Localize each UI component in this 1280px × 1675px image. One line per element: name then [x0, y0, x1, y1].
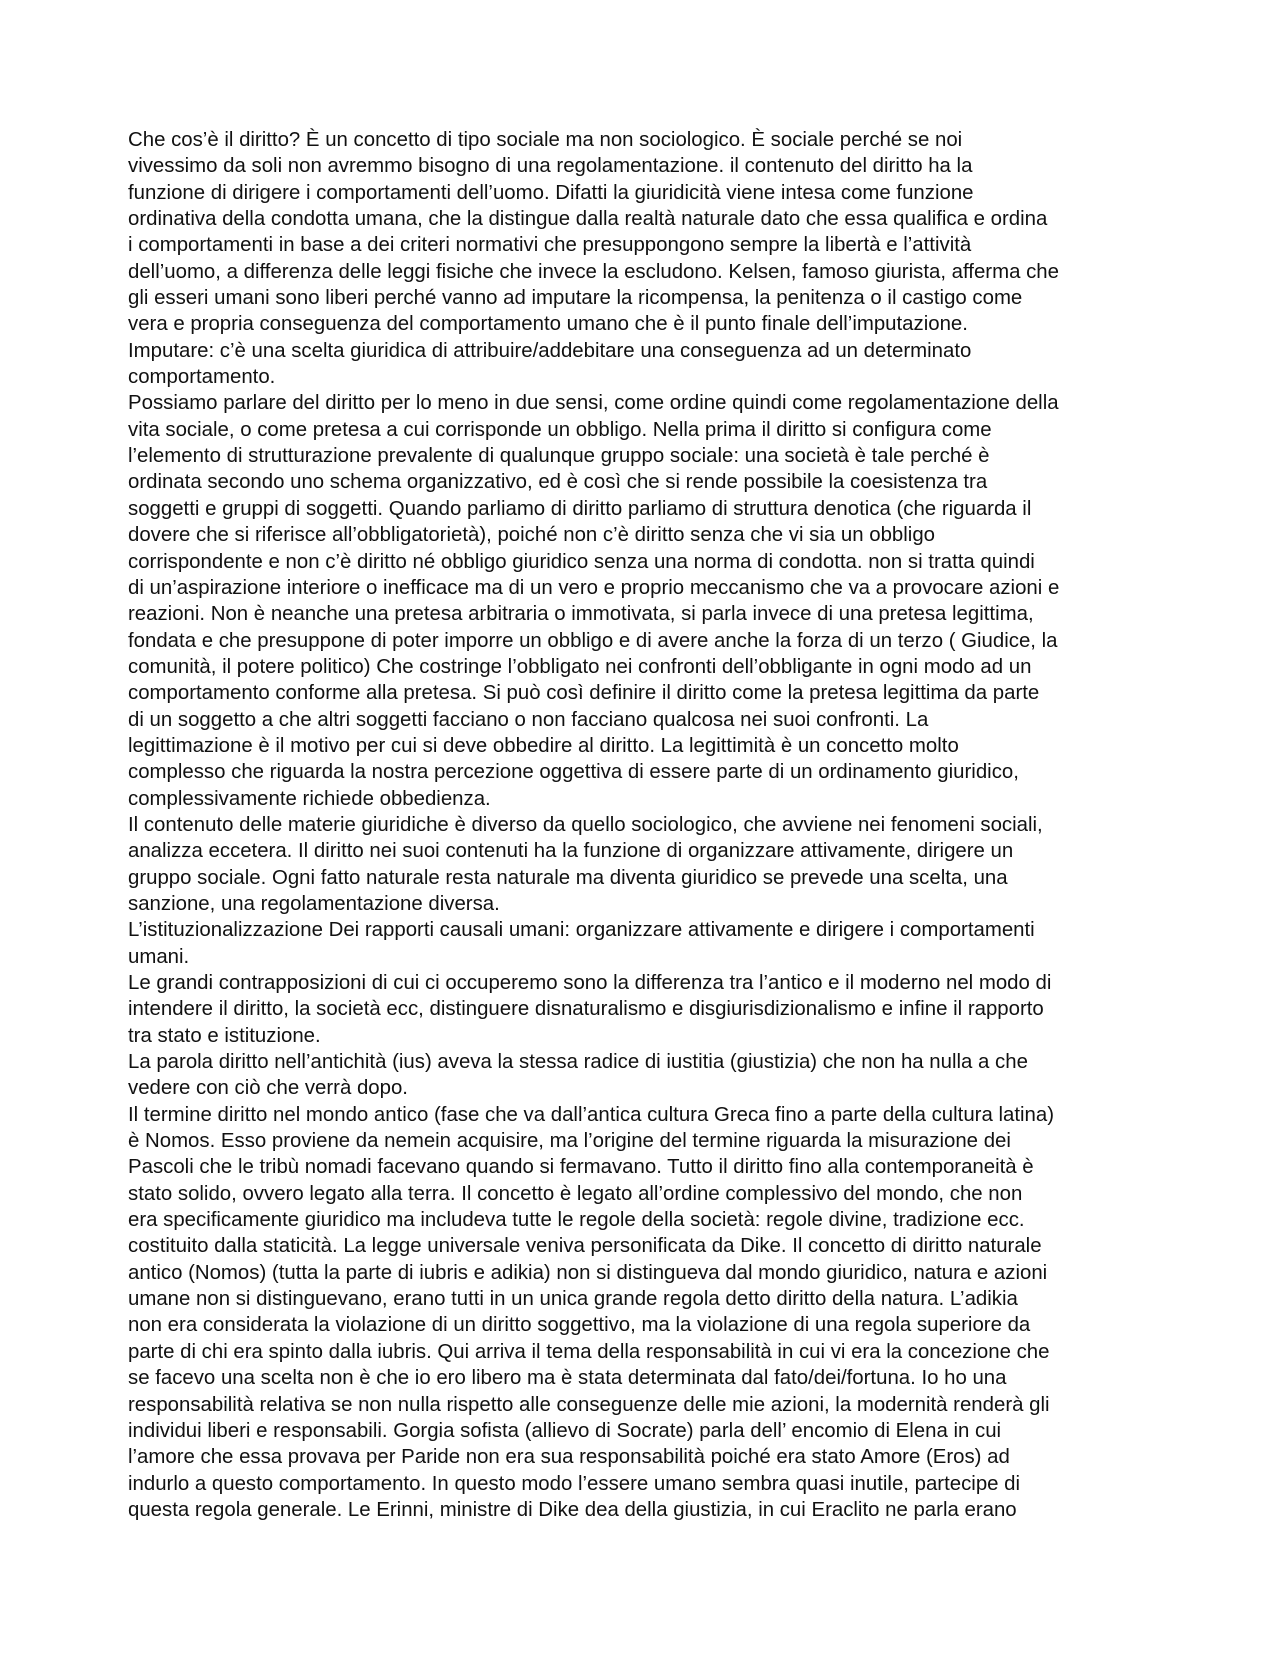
text-line: costituito dalla staticità. La legge universale veniva personificata da Dike. Il concetto di diritto naturale	[128, 1235, 1042, 1258]
text-line: Che cos’è il diritto? È un concetto di tipo sociale ma non sociologico. È sociale perché se noi	[128, 129, 963, 151]
text-line: reazioni. Non è neanche una pretesa arbitraria o immotivata, si parla invece di una pretesa legittima,	[128, 603, 1034, 626]
text-line: gli esseri umani sono liberi perché vanno ad imputare la ricompensa, la penitenza o il castigo come	[128, 287, 1023, 310]
text-line: questa regola generale. Le Erinni, ministre di Dike dea della giustizia, in cui Eraclito ne parla erano	[128, 1498, 1017, 1521]
text-line: funzione di dirigere i comportamenti dell’uomo. Difatti la giuridicità viene intesa come funzione	[128, 181, 974, 204]
text-line: fondata e che presuppone di poter imporre un obbligo e di avere anche la forza di un terzo ( Giudice, la	[128, 629, 1058, 652]
text-line: Il termine diritto nel mondo antico (fase che va dall’antica cultura Greca fino a parte della cultura latina)	[128, 1103, 1054, 1126]
text-line: di un soggetto a che altri soggetti facciano o non facciano qualcosa nei suoi confronti. La	[128, 708, 929, 731]
text-line: tra stato e istituzione.	[128, 1024, 321, 1047]
text-line: se facevo una scelta non è che io ero libero ma è stata determinata dal fato/dei/fortuna. Io ho una	[128, 1367, 1007, 1390]
text-line: Il contenuto delle materie giuridiche è diverso da quello sociologico, che avviene nei fenomeni sociali,	[128, 813, 1043, 836]
text-line: l’amore che essa provava per Paride non era sua responsabilità poiché era stato Amore (Eros) ad	[128, 1446, 1010, 1469]
text-line: comportamento.	[128, 366, 276, 389]
text-line: La parola diritto nell’antichità (ius) aveva la stessa radice di iustitia (giustizia) che non ha nulla a che	[128, 1051, 1028, 1074]
text-line: umani.	[128, 945, 190, 968]
text-line: ordinata secondo uno schema organizzativo, ed è così che si rende possibile la coesistenza tra	[128, 471, 988, 494]
text-line: responsabilità relativa se non nulla rispetto alle conseguenze delle mie azioni, la modernità renderà gli	[128, 1393, 1050, 1416]
text-line: indurlo a questo comportamento. In questo modo l’essere umano sembra quasi inutile, partecipe di	[128, 1472, 1021, 1495]
text-line: comunità, il potere politico) Che costringe l’obbligato nei confronti dell’obbligante in ogni modo ad un	[128, 655, 1032, 678]
text-line: stato solido, ovvero legato alla terra. Il concetto è legato all’ordine complessivo del mondo, che non	[128, 1182, 1023, 1205]
text-line: Possiamo parlare del diritto per lo meno in due sensi, come ordine quindi come regolamentazione della	[128, 392, 1059, 415]
text-line: soggetti e gruppi di soggetti. Quando parliamo di diritto parliamo di struttura denotica (che riguarda il	[128, 497, 1032, 520]
text-line: corrispondente e non c’è diritto né obbligo giuridico senza una norma di condotta. non si tratta quindi	[128, 550, 1035, 573]
text-line: non era considerata la violazione di un diritto soggettivo, ma la violazione di una regola superiore da	[128, 1314, 1031, 1337]
text-line: era specificamente giuridico ma includeva tutte le regole della società: regole divine, tradizione ecc.	[128, 1209, 1025, 1232]
text-line: analizza eccetera. Il diritto nei suoi contenuti ha la funzione di organizzare attivamente, dirigere un	[128, 840, 1014, 863]
text-line: vita sociale, o come pretesa a cui corrisponde un obbligo. Nella prima il diritto si configura come	[128, 418, 992, 441]
text-line: ordinativa della condotta umana, che la distingue dalla realtà naturale dato che essa qualifica e ordina	[128, 208, 1048, 231]
text-line: L’istituzionalizzazione Dei rapporti causali umani: organizzare attivamente e dirigere i comportamenti	[128, 919, 1035, 942]
text-line: comportamento conforme alla pretesa. Si può così definire il diritto come la pretesa legittima da parte	[128, 682, 1040, 705]
text-line: complesso che riguarda la nostra percezione oggettiva di essere parte di un ordinamento giuridico,	[128, 761, 1019, 784]
text-line: gruppo sociale. Ogni fatto naturale resta naturale ma diventa giuridico se prevede una scelta, una	[128, 866, 1008, 889]
text-line: i comportamenti in base a dei criteri normativi che presuppongono sempre la libertà e l’attività	[128, 234, 972, 257]
text-line: è Nomos. Esso proviene da nemein acquisire, ma l’origine del termine riguarda la misurazione dei	[128, 1130, 1011, 1153]
text-line: vera e propria conseguenza del comportamento umano che è il punto finale dell’imputazione.	[128, 313, 968, 336]
text-line: dovere che si riferisce all’obbligatorietà), poiché non c’è diritto senza che vi sia un obbligo	[128, 524, 936, 547]
text-line: individui liberi e responsabili. Gorgia sofista (allievo di Socrate) parla dell’ encomio di Elena in cui	[128, 1419, 1002, 1442]
text-line: vivessimo da soli non avremmo bisogno di una regolamentazione. il contenuto del diritto ha la	[128, 155, 973, 178]
text-line: intendere il diritto, la società ecc, distinguere disnaturalismo e disgiurisdizionalismo e infine il rapporto	[128, 998, 1044, 1021]
text-line: di un’aspirazione interiore o inefficace ma di un vero e proprio meccanismo che va a provocare azioni e	[128, 576, 1060, 599]
text-line: Le grandi contrapposizioni di cui ci occuperemo sono la differenza tra l’antico e il moderno nel modo di	[128, 972, 1052, 994]
text-line: l’elemento di strutturazione prevalente di qualunque gruppo sociale: una società è tale perché è	[128, 445, 990, 468]
text-line: sanzione, una regolamentazione diversa.	[128, 892, 500, 915]
text-line: Pascoli che le tribù nomadi facevano quando si fermavano. Tutto il diritto fino alla contemporaneità è	[128, 1156, 1034, 1179]
text-line: complessivamente richiede obbedienza.	[128, 787, 491, 810]
text-line: dell’uomo, a differenza delle leggi fisiche che invece la escludono. Kelsen, famoso giurista, afferma che	[128, 260, 1059, 283]
text-line: Imputare: c’è una scelta giuridica di attribuire/addebitare una conseguenza ad un determinato	[128, 339, 972, 362]
body-text	[128, 127, 1158, 1523]
text-line: legittimazione è il motivo per cui si deve obbedire al diritto. La legittimità è un concetto molto	[128, 734, 959, 757]
text-line: parte di chi era spinto dalla iubris. Qui arriva il tema della responsabilità in cui vi era la concezione che	[128, 1340, 1050, 1363]
text-line: vedere con ciò che verrà dopo.	[128, 1077, 408, 1100]
text-line: antico (Nomos) (tutta la parte di iubris e adikia) non si distingueva dal mondo giuridico, natura e azioni	[128, 1261, 1048, 1284]
text-line: umane non si distinguevano, erano tutti in un unica grande regola detto diritto della natura. L’adikia	[128, 1288, 1018, 1311]
